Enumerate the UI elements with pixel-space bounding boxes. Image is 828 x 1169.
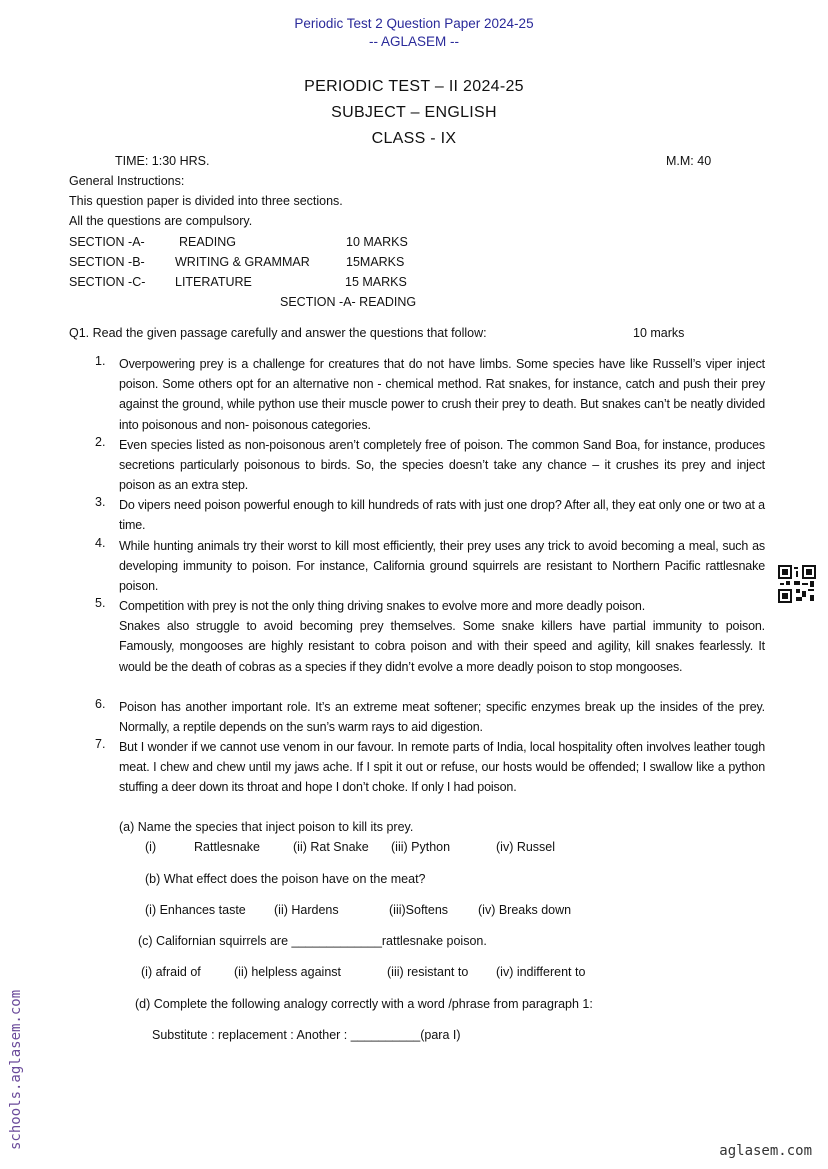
question-d-analogy: Substitute : replacement : Another : __________(para I) — [152, 1028, 461, 1042]
passage-paragraph: 6. Poison has another important role. It’s an extreme meat softener; specific enzymes break up the insides of the prey. Normally, a reptile depends on the sun’s warm rays to aid digestion. — [95, 697, 765, 735]
option: (iii)Softens — [389, 903, 449, 917]
passage-paragraph: 5. Competition with prey is not the only thing driving snakes to evolve more and more deadly poison. Snakes also struggle to avoid becoming prey themselves. Some snake killers have partial immunity to poison. Famously, mongooses are highly resistant to cobra poison and with their speed and agility, kill snakes fearlessly. It would be the death of cobras as a species if they didn’t evolve a more deadly poison to stop mongooses. — [95, 596, 765, 674]
question-d: (d) Complete the following analogy correctly with a word /phrase from paragraph 1: — [135, 997, 593, 1011]
section-topic: WRITING & GRAMMAR — [175, 255, 310, 269]
question-b: (b) What effect does the poison have on the meat? — [145, 872, 426, 886]
instructions-heading: General Instructions: — [69, 174, 185, 188]
footer-watermark: aglasem.com — [719, 1143, 812, 1159]
test-title: PERIODIC TEST – II 2024-25 — [304, 78, 524, 95]
option: (i) afraid of — [141, 965, 201, 979]
passage-paragraph: 1. Overpowering prey is a challenge for creatures that do not have limbs. Some species have like Russell’s viper inject poison. Some others opt for an alternative non - chemical method. Rat snakes, for instance, catch and push their prey against the ground, while python use their muscle power to crush their prey to death. But snakes can’t be neatly divided into poisonous and non- poisonous categories. — [95, 354, 765, 432]
passage-paragraph: 7. But I wonder if we cannot use venom in our favour. In remote parts of India, local hospitality often involves leather tough meat. I chew and chew until my jaws ache. If I spit it out or refuse, our hosts would be offended; I swallow like a python stuffing a deer down its throat and hope I don’t choke. If only I had poison. — [95, 737, 765, 795]
class-title: CLASS - IX — [371, 130, 457, 147]
section-a-heading: SECTION -A- READING — [280, 295, 417, 309]
option: Rattlesnake — [194, 840, 261, 854]
section-name: SECTION -B- — [69, 255, 145, 269]
option: (ii) Rat Snake — [293, 840, 369, 854]
option: (i) — [145, 840, 157, 854]
option: (iii) resistant to — [387, 965, 469, 979]
header-brand: -- AGLASEM -- — [368, 34, 459, 49]
option: (iii) Python — [391, 840, 451, 854]
qr-code-icon — [778, 565, 816, 603]
max-marks: M.M: 40 — [666, 154, 712, 168]
side-watermark: schools.aglasem.com — [8, 989, 24, 1150]
section-topic: READING — [179, 235, 236, 249]
time-allowed: TIME: 1:30 HRS. — [115, 154, 210, 168]
question-1-prompt: Q1. Read the given passage carefully and answer the questions that follow: — [69, 326, 487, 340]
section-name: SECTION -A- — [69, 235, 145, 249]
subject-title: SUBJECT – ENGLISH — [331, 104, 497, 121]
instruction-line: All the questions are compulsory. — [69, 214, 253, 228]
section-marks: 15 MARKS — [345, 275, 407, 289]
question-c: (c) Californian squirrels are _____________rattlesnake poison. — [138, 934, 487, 948]
section-marks: 10 MARKS — [346, 235, 408, 249]
section-name: SECTION -C- — [69, 275, 146, 289]
passage-paragraph: 4. While hunting animals try their worst to kill most efficiently, their prey uses any trick to avoid becoming a meal, such as developing immunity to poison. For instance, California ground squirrels are resistant to Northern Pacific rattlesnake poison. — [95, 536, 765, 594]
option: (ii) Hardens — [274, 903, 339, 917]
option: (iv) indifferent to — [496, 965, 586, 979]
header-title: Periodic Test 2 Question Paper 2024-25 — [294, 16, 534, 31]
option: (ii) helpless against — [234, 965, 341, 979]
option: (iv) Russel — [496, 840, 556, 854]
question-a: (a) Name the species that inject poison to kill its prey. — [119, 820, 414, 834]
section-topic: LITERATURE — [175, 275, 252, 289]
passage-paragraph: 3. Do vipers need poison powerful enough to kill hundreds of rats with just one drop? After all, they eat only one or two at a time. — [95, 495, 765, 533]
option: (iv) Breaks down — [478, 903, 572, 917]
section-marks: 15MARKS — [346, 255, 405, 269]
instruction-line: This question paper is divided into three sections. — [69, 194, 343, 208]
question-1-marks: 10 marks — [633, 326, 685, 340]
passage-paragraph: 2. Even species listed as non-poisonous aren’t completely free of poison. The common Sand Boa, for instance, produces secretions particularly poisonous to birds. So, the species doesn’t take any chance – it crushes its prey and inject poison as an extra step. — [95, 435, 765, 493]
option: (i) Enhances taste — [145, 903, 246, 917]
